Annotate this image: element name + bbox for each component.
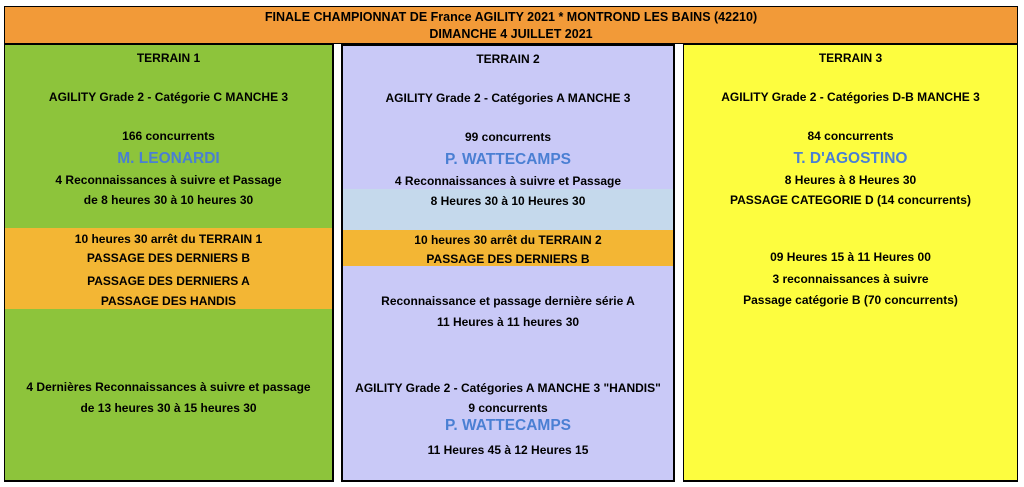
terrain-2-handi-count: 9 concurrents — [468, 401, 548, 415]
terrain-1-last-2: de 13 heures 30 à 15 heures 30 — [80, 401, 257, 415]
terrain-1-judge: M. LEONARDI — [117, 150, 220, 167]
terrain-1-stop-4: PASSAGE DES HANDIS — [100, 294, 237, 308]
terrain-2-handi-event: AGILITY Grade 2 - Catégories A MANCHE 3 "HANDIS" — [355, 381, 661, 395]
terrain-1-last-1: 4 Dernières Reconnaissances à suivre et passage — [26, 380, 311, 394]
event-date: DIMANCHE 4 JUILLET 2021 — [429, 27, 593, 41]
terrain-1-stop-3: PASSAGE DES DERNIERS A — [87, 274, 250, 288]
terrain-2-info-2: 8 Heures 30 à 10 Heures 30 — [430, 194, 586, 208]
terrain-3-info-2: PASSAGE CATEGORIE D (14 concurrents) — [730, 193, 971, 207]
terrain-2-handi-judge: P. WATTECAMPS — [444, 417, 572, 434]
terrain-2-column — [341, 44, 675, 482]
event-title: FINALE CHAMPIONNAT DE France AGILITY 2021 * MONTROND LES BAINS (42210) — [264, 10, 758, 24]
terrain-3-time-2: 09 Heures 15 à 11 Heures 00 — [770, 250, 931, 264]
terrain-2-title: TERRAIN 2 — [476, 52, 540, 66]
terrain-2-stop-2: PASSAGE DES DERNIERS B — [426, 252, 590, 266]
terrain-1-event: AGILITY Grade 2 - Catégorie C MANCHE 3 — [48, 90, 289, 104]
terrain-3-pass-b: Passage catégorie B (70 concurrents) — [743, 293, 958, 307]
terrain-1-info-2: de 8 heures 30 à 10 heures 30 — [83, 193, 254, 207]
terrain-2-handi-time: 11 Heures 45 à 12 Heures 15 — [427, 443, 589, 457]
terrain-3-column — [683, 44, 1018, 482]
terrain-1-column — [4, 44, 334, 482]
terrain-3-title: TERRAIN 3 — [818, 51, 883, 65]
terrain-2-rec-2: 11 Heures à 11 heures 30 — [436, 315, 580, 329]
schedule-header — [4, 6, 1018, 44]
terrain-2-judge: P. WATTECAMPS — [444, 151, 572, 168]
terrain-2-count: 99 concurrents — [464, 130, 552, 144]
terrain-1-info-1: 4 Reconnaissances à suivre et Passage — [55, 173, 282, 187]
terrain-2-stop-1: 10 heures 30 arrêt du TERRAIN 2 — [414, 233, 602, 247]
terrain-1-stop-1: 10 heures 30 arrêt du TERRAIN 1 — [74, 232, 263, 246]
terrain-2-event: AGILITY Grade 2 - Catégories A MANCHE 3 — [385, 91, 631, 105]
terrain-3-count: 84 concurrents — [807, 129, 894, 143]
terrain-1-count: 166 concurrents — [122, 129, 215, 143]
terrain-2-rec-1: Reconnaissance et passage dernière série A — [381, 294, 635, 308]
terrain-3-info-1: 8 Heures à 8 Heures 30 — [784, 173, 917, 187]
terrain-3-judge: T. D'AGOSTINO — [793, 150, 908, 167]
terrain-1-title: TERRAIN 1 — [136, 51, 201, 65]
terrain-2-info-1: 4 Reconnaissances à suivre et Passage — [394, 174, 622, 188]
terrain-1-stop-2: PASSAGE DES DERNIERS B — [86, 251, 251, 265]
terrain-3-rec: 3 reconnaissances à suivre — [772, 272, 929, 286]
terrain-3-event: AGILITY Grade 2 - Catégories D-B MANCHE 3 — [721, 90, 980, 104]
